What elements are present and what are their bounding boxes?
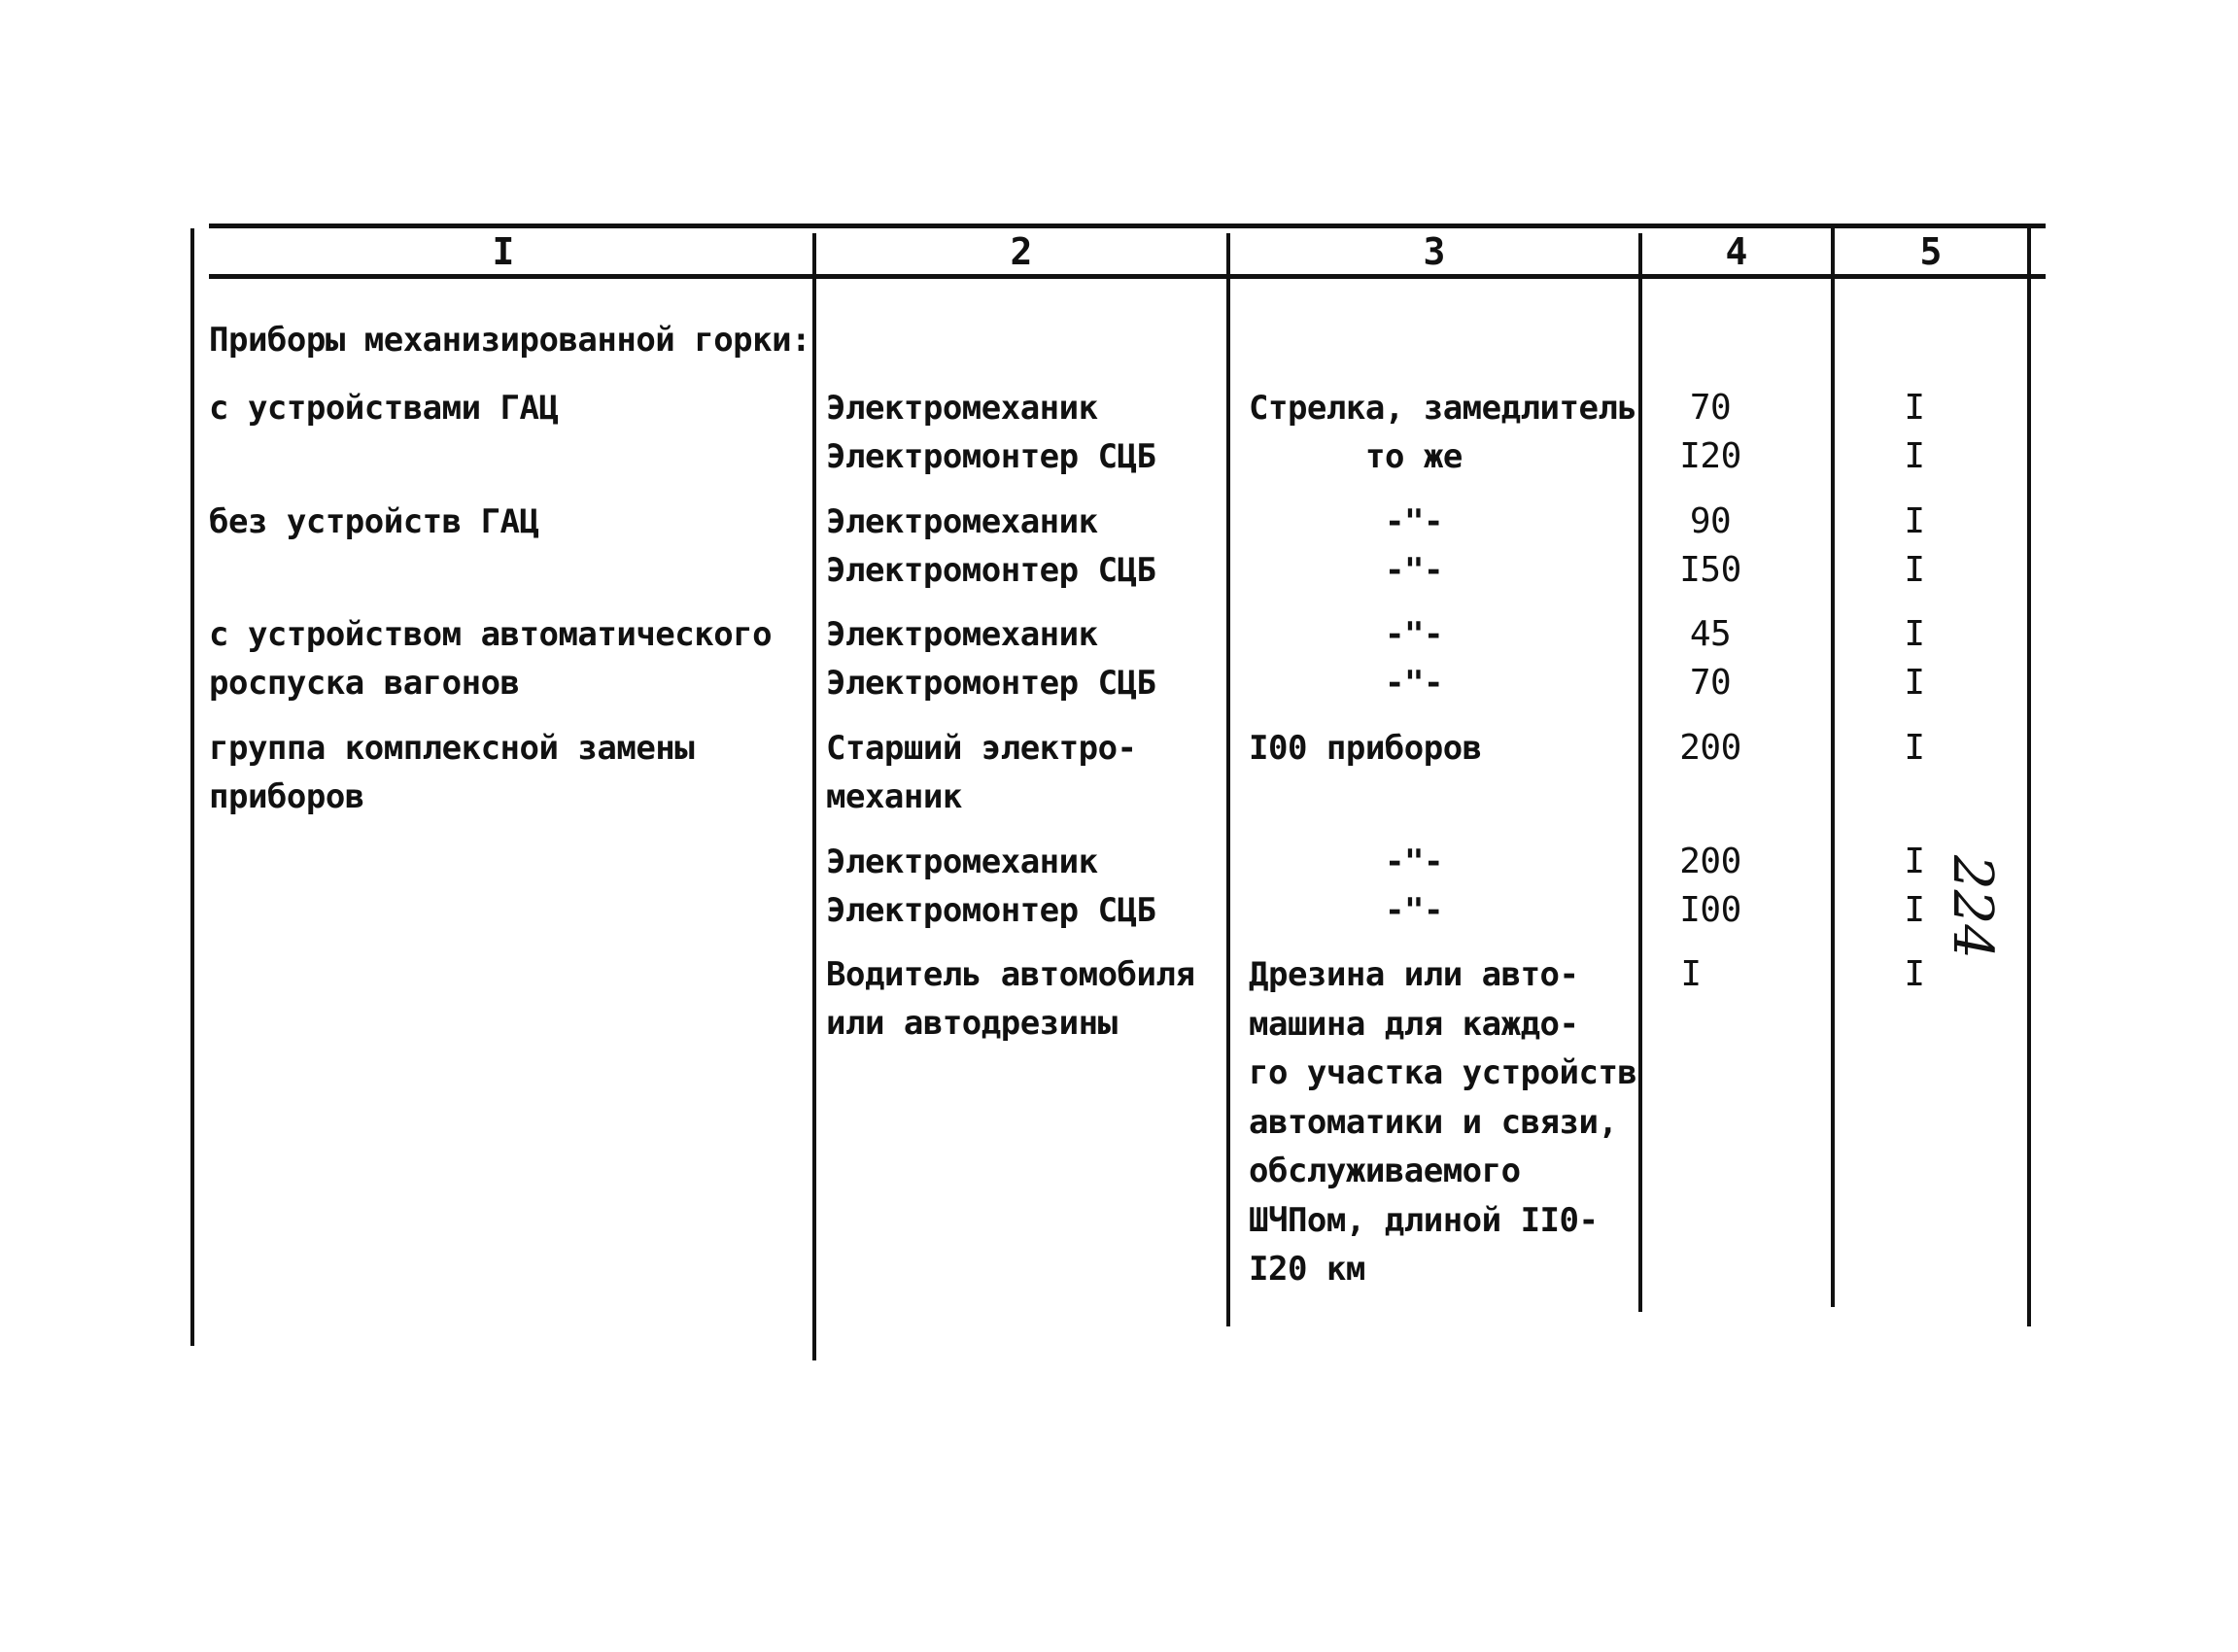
row-2-col-4: I20	[1679, 436, 1741, 476]
row-4-col-2: Электромонтер СЦБ	[826, 551, 1156, 590]
row-8-col-3: -"-	[1385, 843, 1443, 881]
row-3-col-3: -"-	[1385, 502, 1443, 541]
col-rule-left	[190, 228, 194, 1346]
row-7-col-5: I	[1904, 728, 1925, 768]
header-col-3: 3	[1423, 230, 1446, 273]
row-3-col-1: без устройств ГАЦ	[209, 502, 539, 541]
row-10-col-5: I	[1904, 954, 1925, 994]
row-10-col-2: Водитель автомобиля или автодрезины	[826, 955, 1195, 1043]
row-1-col-1: с устройствами ГАЦ	[209, 389, 559, 428]
row-10-col-4: I	[1680, 954, 1702, 994]
row-9-col-3: -"-	[1385, 891, 1443, 930]
table-top-rule	[209, 224, 2046, 228]
row-8-col-5: I	[1904, 842, 1925, 881]
header-col-4: 4	[1725, 230, 1748, 273]
row-6-col-4: 70	[1689, 663, 1732, 703]
row-5-col-2: Электромеханик	[826, 615, 1098, 654]
page-number: 224	[1941, 855, 2004, 959]
row-2-col-3: то же	[1365, 437, 1463, 476]
row-6-col-3: -"-	[1385, 664, 1443, 703]
row-9-col-5: I	[1904, 890, 1925, 930]
row-7-col-3: I00 приборов	[1249, 729, 1482, 768]
col-rule-4-5	[1831, 228, 1835, 1307]
row-0-col-1: Приборы механизированной горки:	[209, 321, 811, 360]
col-rule-2-3	[1226, 233, 1230, 1326]
row-6-col-1: роспуска вагонов	[209, 664, 520, 703]
row-8-col-2: Электромеханик	[826, 843, 1098, 881]
header-col-1: I	[492, 230, 515, 273]
row-8-col-4: 200	[1679, 842, 1741, 881]
row-5-col-5: I	[1904, 614, 1925, 654]
row-2-col-5: I	[1904, 436, 1925, 476]
row-4-col-4: I50	[1679, 550, 1741, 590]
row-3-col-5: I	[1904, 501, 1925, 541]
row-3-col-2: Электромеханик	[826, 502, 1098, 541]
row-5-col-3: -"-	[1385, 615, 1443, 654]
row-1-col-3: Стрелка, замедлитель	[1249, 389, 1637, 428]
row-9-col-4: I00	[1679, 890, 1741, 930]
header-col-2: 2	[1010, 230, 1033, 273]
row-6-col-5: I	[1904, 663, 1925, 703]
row-10-col-3: Дрезина или авто- машина для каждо- го участка устройств автоматики и связи, обслуживаемого ШЧПом, длиной II0- I20 км	[1249, 955, 1637, 1289]
header-bottom-rule	[209, 274, 2046, 279]
col-rule-right	[2027, 224, 2031, 1326]
row-7-col-2: Старший электро- механик	[826, 729, 1137, 816]
col-rule-3-4	[1638, 233, 1642, 1312]
row-6-col-2: Электромонтер СЦБ	[826, 664, 1156, 703]
row-2-col-2: Электромонтер СЦБ	[826, 437, 1156, 476]
row-1-col-5: I	[1904, 388, 1925, 428]
row-5-col-1: с устройством автоматического	[209, 615, 773, 654]
row-4-col-5: I	[1904, 550, 1925, 590]
row-3-col-4: 90	[1689, 501, 1732, 541]
row-1-col-2: Электромеханик	[826, 389, 1098, 428]
row-4-col-3: -"-	[1385, 551, 1443, 590]
header-col-5: 5	[1919, 230, 1943, 273]
row-7-col-4: 200	[1679, 728, 1741, 768]
row-9-col-2: Электромонтер СЦБ	[826, 891, 1156, 930]
row-1-col-4: 70	[1689, 388, 1732, 428]
row-5-col-4: 45	[1689, 614, 1732, 654]
col-rule-1-2	[812, 233, 816, 1360]
row-7-col-1: группа комплексной замены приборов	[209, 729, 695, 816]
